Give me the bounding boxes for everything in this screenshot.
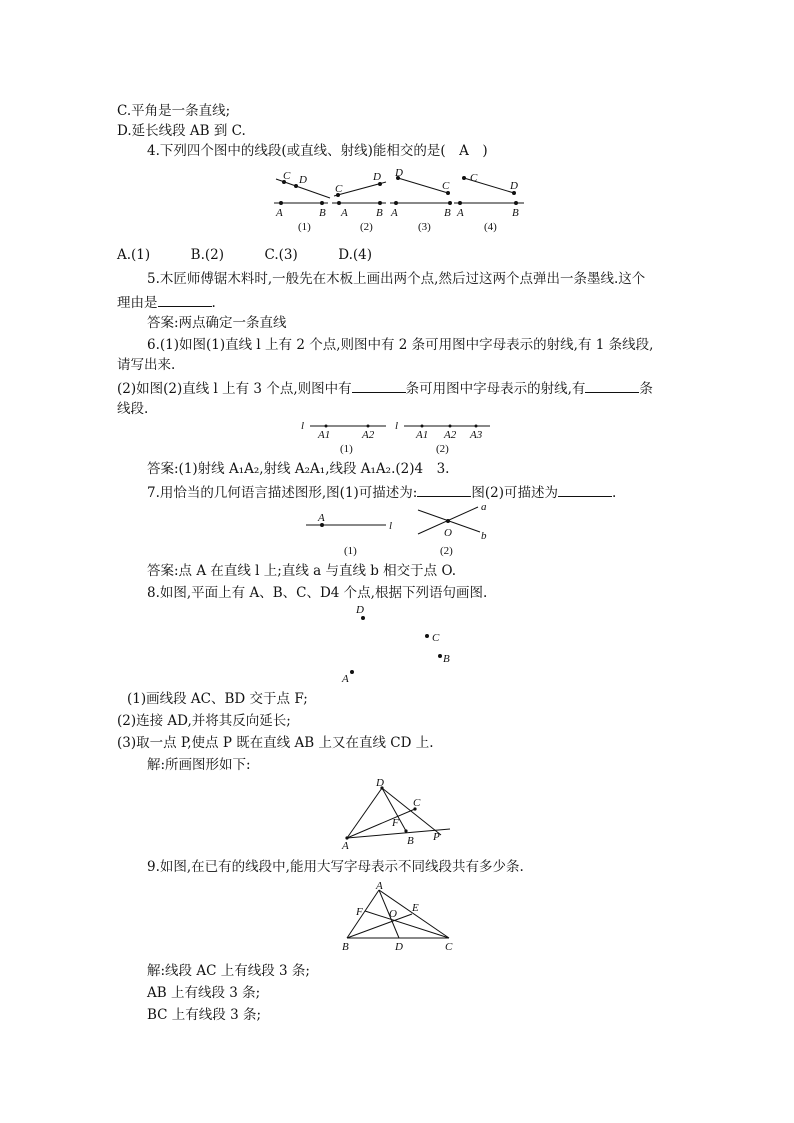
question-5: 5.木匠师傅锯木料时,一般先在木板上画出两个点,然后过这两个点弹出一条墨线.这个 (147, 271, 646, 287)
label-a1: A1 (416, 429, 429, 441)
label-b: B (444, 207, 451, 219)
q7-figure (300, 498, 500, 558)
label-l: l (389, 520, 393, 532)
label-a: A (341, 207, 348, 219)
label-d: D (373, 171, 381, 183)
answer-blank[interactable] (585, 378, 639, 393)
label-b: b (481, 530, 487, 542)
label-a: A (342, 840, 349, 850)
answer-blank[interactable] (352, 378, 406, 393)
caption: (3) (418, 221, 431, 233)
text-span: . (611, 485, 617, 501)
question-6: 6.(1)如图(1)直线 l 上有 2 个点,则图中有 2 条可用图中字母表示的射线,有 1 条线段, (147, 337, 654, 353)
label-f: F (356, 906, 363, 918)
label-d: D (395, 167, 403, 179)
label-c: C (442, 180, 450, 192)
label-f: F (392, 817, 399, 829)
text-line (117, 378, 653, 398)
label-a1: A1 (318, 429, 331, 441)
text-span: (2)如图(2)直线 l 上有 3 个点,则图中有 (117, 381, 352, 397)
text-line (117, 292, 216, 312)
label-l: l (301, 420, 305, 432)
label-e: E (412, 902, 419, 914)
label-o: O (389, 908, 397, 920)
label-a2: A2 (444, 429, 457, 441)
label-c: C (413, 797, 421, 809)
q9-solution: 解:线段 AC 上有线段 3 条; (147, 963, 310, 979)
label-c: C (445, 941, 453, 953)
label-p: P (433, 831, 440, 843)
text-span: 条可用图中字母表示的射线,有 (405, 381, 586, 397)
q8-step-1: (1)画线段 AC、BD 交于点 F; (127, 691, 308, 707)
answer-blank[interactable] (417, 482, 471, 497)
q4-figure (268, 166, 530, 238)
text-line: D.延长线段 AB 到 C. (117, 123, 246, 139)
label-b: B (376, 207, 383, 219)
text-line: BC 上有线段 3 条; (147, 1007, 262, 1023)
text-line: 线段. (117, 401, 149, 417)
label-a: a (481, 501, 487, 513)
text-span: 条 (639, 381, 653, 397)
label-a: A (276, 207, 283, 219)
q9-figure (336, 880, 460, 954)
label-b: B (407, 835, 414, 847)
label-d: D (510, 180, 518, 192)
text-span: 7.用恰当的几何语言描述图形,图(1)可描述为: (147, 485, 418, 501)
caption: (1) (344, 545, 357, 557)
label-c: C (335, 183, 343, 195)
label-c: C (470, 172, 478, 184)
question-4: 4.下列四个图中的线段(或直线、射线)能相交的是( A ) (147, 143, 488, 159)
label-d: D (395, 941, 403, 953)
caption: (2) (440, 545, 453, 557)
answer-blank[interactable] (158, 292, 212, 307)
label-a2: A2 (362, 429, 375, 441)
question-9: 9.如图,在已有的线段中,能用大写字母表示不同线段共有多少条. (147, 859, 524, 875)
label-a3: A3 (470, 429, 483, 441)
text-span: 图(2)可描述为 (471, 485, 558, 501)
label-o: O (444, 527, 452, 539)
label-a: A (342, 673, 349, 685)
label-b: B (319, 207, 326, 219)
answer-5: 答案:两点确定一条直线 (147, 315, 287, 331)
q6-figure (296, 416, 496, 456)
label-d: D (356, 604, 364, 616)
caption: (1) (298, 221, 311, 233)
q4-options: A.(1) B.(2) C.(3) D.(4) (117, 247, 373, 263)
label-l: l (395, 420, 399, 432)
label-a: A (318, 512, 325, 524)
caption: (2) (436, 443, 449, 455)
label-d: D (299, 174, 307, 186)
label-a: A (376, 880, 383, 892)
caption: (1) (340, 443, 353, 455)
label-b: B (443, 653, 450, 665)
answer-6: 答案:(1)射线 A₁A₂,射线 A₂A₁,线段 A₁A₂.(2)4 3. (147, 461, 450, 477)
question-8: 8.如图,平面上有 A、B、C、D4 个点,根据下列语句画图. (147, 585, 488, 601)
label-b: B (342, 941, 349, 953)
answer-7: 答案:点 A 在直线 l 上;直线 a 与直线 b 相交于点 O. (147, 563, 457, 579)
q8-solution-figure (336, 774, 460, 850)
caption: (2) (360, 221, 373, 233)
text-span: . (211, 295, 216, 311)
q8-figure (336, 604, 460, 686)
text-line: 请写出来. (117, 357, 176, 373)
q8-step-2: (2)连接 AD,并将其反向延长; (117, 713, 291, 729)
text-line: C.平角是一条直线; (117, 103, 231, 119)
label-c: C (283, 170, 291, 182)
q8-step-3: (3)取一点 P,使点 P 既在直线 AB 上又在直线 CD 上. (117, 735, 434, 751)
text-span: 理由是 (117, 295, 158, 311)
label-d: D (376, 777, 384, 789)
label-b: B (512, 207, 519, 219)
label-a: A (391, 207, 398, 219)
answer-blank[interactable] (558, 482, 612, 497)
q8-solution: 解:所画图形如下: (147, 757, 251, 773)
label-a: A (457, 207, 464, 219)
label-c: C (432, 632, 440, 644)
text-line: AB 上有线段 3 条; (147, 985, 261, 1001)
caption: (4) (484, 221, 497, 233)
